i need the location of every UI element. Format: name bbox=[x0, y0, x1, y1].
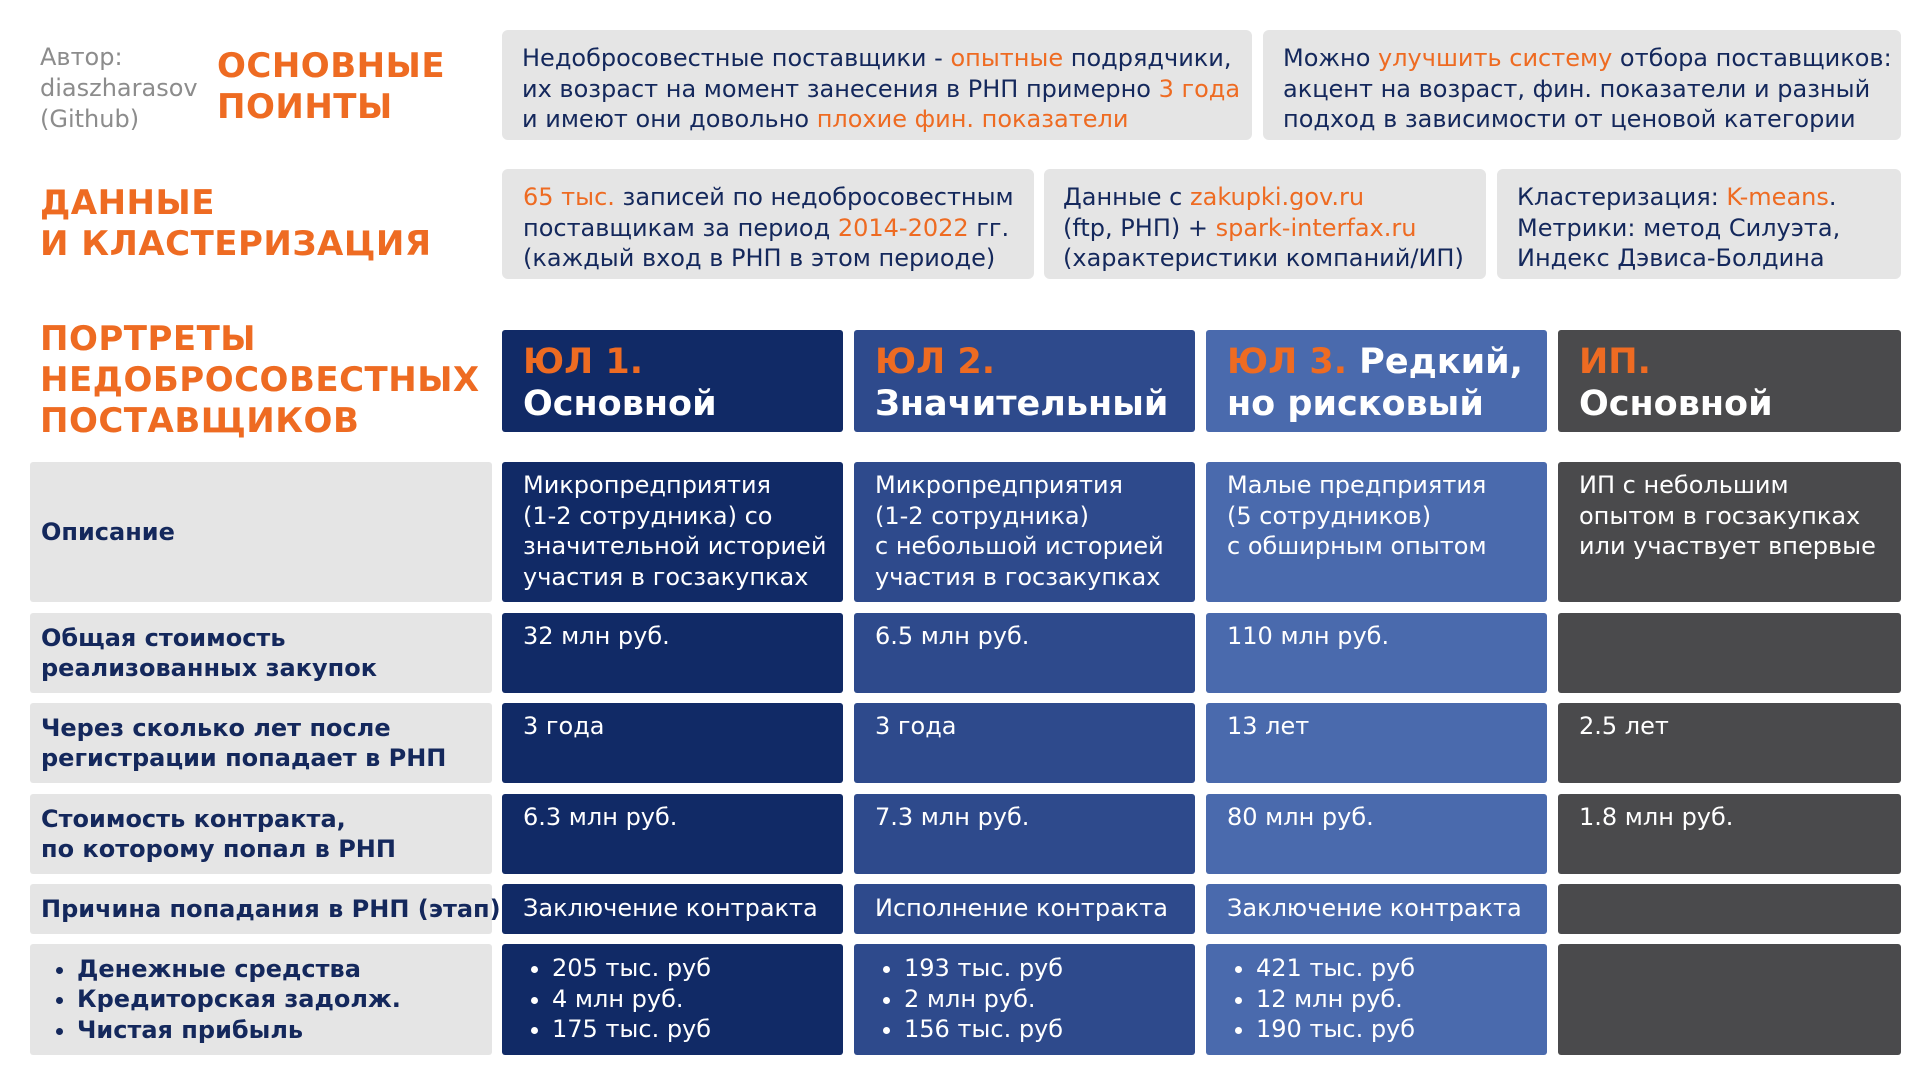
row-label-reason: Причина попадания в РНП (этап) bbox=[30, 884, 492, 934]
section-title-portraits: ПОРТРЕТЫ НЕДОБРОСОВЕСТНЫХ ПОСТАВЩИКОВ bbox=[40, 319, 480, 441]
cell-years-ip: 2.5 лет bbox=[1558, 703, 1901, 783]
cell-reason-ul3: Заключение контракта bbox=[1206, 884, 1547, 934]
key-point-box-suppliers: Недобросовестные поставщики - опытные подрядчики, их возраст на момент занесения в РНП примерно 3 года и имеют они довольно плохие фин. показатели bbox=[502, 30, 1252, 140]
cell-years-ul2: 3 года bbox=[854, 703, 1195, 783]
cluster-header-ul3: ЮЛ 3. Редкий, но рисковый bbox=[1206, 330, 1547, 432]
cell-contract-cost-ip: 1.8 млн руб. bbox=[1558, 794, 1901, 874]
row-label-total-cost: Общая стоимость реализованных закупок bbox=[30, 613, 492, 693]
cell-description-ul3: Малые предприятия (5 сотрудников) с обширным опытом bbox=[1206, 462, 1547, 602]
row-label-finance bbox=[30, 944, 492, 1055]
author-source: (Github) bbox=[40, 105, 140, 133]
cell-description-ip: ИП с небольшим опытом в госзакупках или участвует впервые bbox=[1558, 462, 1901, 602]
cell-total-cost-ul1: 32 млн руб. bbox=[502, 613, 843, 693]
cell-finance-ul1: • 205 тыс. руб • 4 млн руб. • 175 тыс. руб bbox=[502, 944, 843, 1055]
spark-interfax-link: spark-interfax.ru bbox=[1215, 213, 1417, 242]
cell-years-ul3: 13 лет bbox=[1206, 703, 1547, 783]
cell-description-ul1: Микропредприятия (1-2 сотрудника) со значительной историей участия в госзакупках bbox=[502, 462, 843, 602]
cluster-header-ul2: ЮЛ 2. Значительный bbox=[854, 330, 1195, 432]
row-label-description: Описание bbox=[30, 462, 492, 602]
author-credit bbox=[40, 42, 210, 135]
cell-finance-ip bbox=[1558, 944, 1901, 1055]
cell-contract-cost-ul3: 80 млн руб. bbox=[1206, 794, 1547, 874]
author-label: Автор: bbox=[40, 43, 123, 71]
cell-total-cost-ip bbox=[1558, 613, 1901, 693]
cell-contract-cost-ul1: 6.3 млн руб. bbox=[502, 794, 843, 874]
section-title-key-points: ОСНОВНЫЕ ПОИНТЫ bbox=[217, 46, 446, 127]
data-box-records: 65 тыс. записей по недобросовестным поставщикам за период 2014-2022 гг. (каждый вход в РНП в этом периоде) bbox=[502, 169, 1034, 279]
zakupki-link: zakupki.gov.ru bbox=[1190, 183, 1365, 211]
data-box-sources: Данные с zakupki.gov.ru (ftp, РНП) + spark-interfax.ru (характеристики компаний/ИП) bbox=[1044, 169, 1486, 279]
cell-years-ul1: 3 года bbox=[502, 703, 843, 783]
key-point-box-improvement: Можно улучшить систему отбора поставщиков: акцент на возраст, фин. показатели и разный подход в зависимости от ценовой категории bbox=[1263, 30, 1901, 140]
cell-finance-ul2: • 193 тыс. руб • 2 млн руб. • 156 тыс. руб bbox=[854, 944, 1195, 1055]
row-label-years: Через сколько лет после регистрации попадает в РНП bbox=[30, 703, 492, 783]
cell-total-cost-ul2: 6.5 млн руб. bbox=[854, 613, 1195, 693]
data-box-method: Кластеризация: K-means. Метрики: метод Силуэта, Индекс Дэвиса-Болдина bbox=[1497, 169, 1901, 279]
author-name: diaszharasov bbox=[40, 74, 198, 102]
finance-label-net-profit: • Чистая прибыль bbox=[77, 1015, 401, 1046]
cluster-header-ip: ИП. Основной bbox=[1558, 330, 1901, 432]
cluster-header-ul1: ЮЛ 1. Основной bbox=[502, 330, 843, 432]
cell-reason-ul1: Заключение контракта bbox=[502, 884, 843, 934]
cell-contract-cost-ul2: 7.3 млн руб. bbox=[854, 794, 1195, 874]
cell-total-cost-ul3: 110 млн руб. bbox=[1206, 613, 1547, 693]
cell-reason-ul2: Исполнение контракта bbox=[854, 884, 1195, 934]
section-title-data-clustering: ДАННЫЕ И КЛАСТЕРИЗАЦИЯ bbox=[40, 183, 432, 264]
cell-description-ul2: Микропредприятия (1-2 сотрудника) с небольшой историей участия в госзакупках bbox=[854, 462, 1195, 602]
finance-label-payables: • Кредиторская задолж. bbox=[77, 984, 401, 1015]
cell-reason-ip bbox=[1558, 884, 1901, 934]
row-label-contract-cost: Стоимость контракта, по которому попал в РНП bbox=[30, 794, 492, 874]
finance-label-cash: • Денежные средства bbox=[77, 954, 401, 985]
cell-finance-ul3: • 421 тыс. руб • 12 млн руб. • 190 тыс. руб bbox=[1206, 944, 1547, 1055]
